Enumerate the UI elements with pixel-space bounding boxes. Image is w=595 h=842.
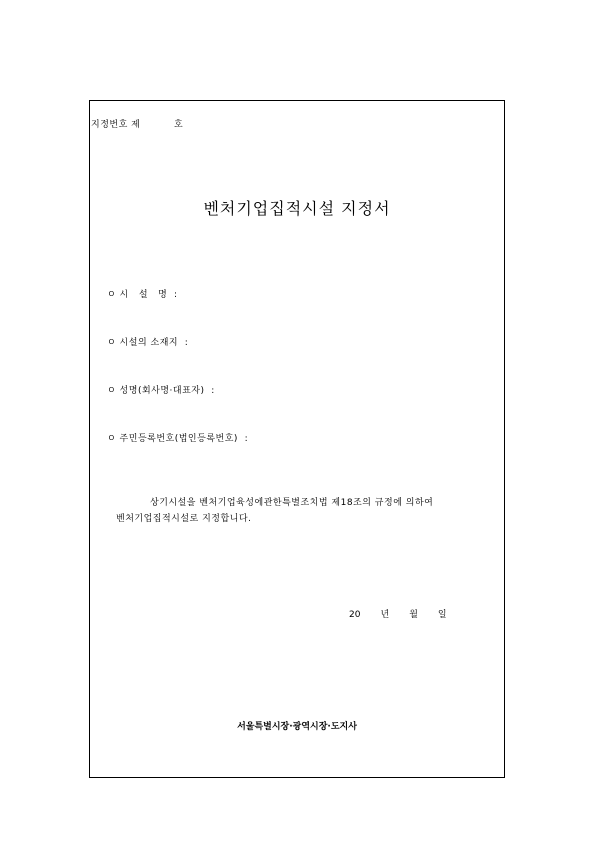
field-name-company-representative: ㅇ 성명(회사명·대표자) : xyxy=(107,386,215,396)
body-text-line-2: 벤처기업집적시설로 지정합니다. xyxy=(116,514,252,524)
document-title: 벤처기업집적시설 지정서 xyxy=(203,199,391,218)
date-line: 20 년 월 일 xyxy=(349,610,447,620)
field-facility-name: ㅇ 시 설 명 : xyxy=(107,290,178,300)
field-facility-location: ㅇ 시설의 소재지 : xyxy=(107,338,189,348)
designation-number-label: 지정번호 제 호 xyxy=(91,120,184,130)
body-text-line-1: 상기시설을 벤처기업육성에관한특별조치법 제18조의 규정에 의하여 xyxy=(150,498,434,508)
issuing-authority: 서울특별시장·광역시장·도지사 xyxy=(237,722,357,732)
field-registration-number: ㅇ 주민등록번호(법인등록번호) : xyxy=(107,434,249,444)
